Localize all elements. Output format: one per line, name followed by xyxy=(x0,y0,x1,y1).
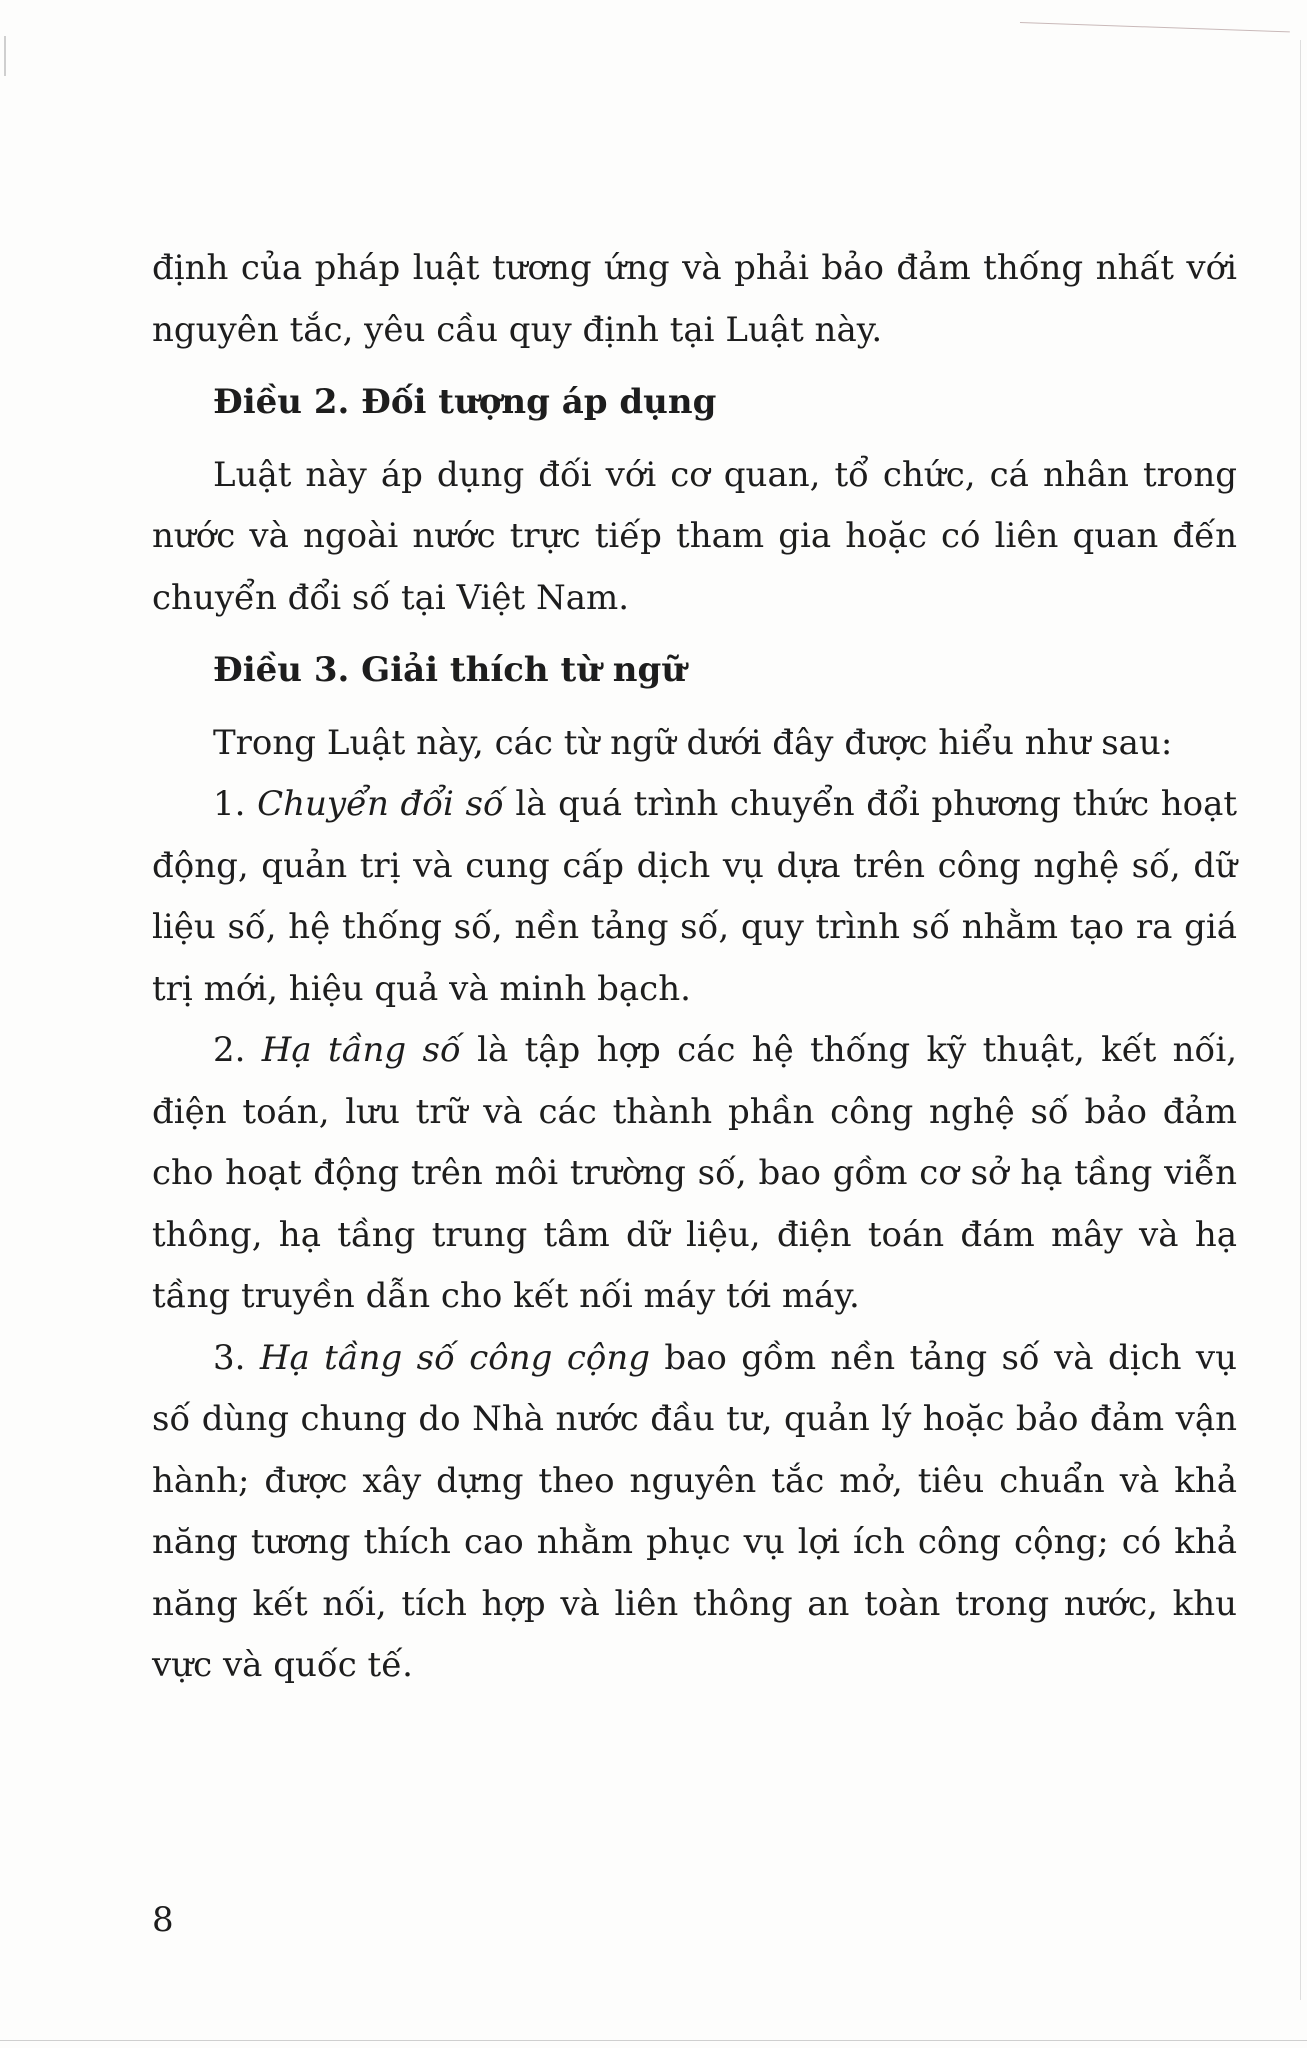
page-content xyxy=(152,238,1237,1697)
definition-text: là tập hợp các hệ thống kỹ thuật, kết nối, điện toán, lưu trữ và các thành phần công nghệ số bảo đảm cho hoạt động trên môi trường số, bao gồm cơ sở hạ tầng viễn thông, hạ tầng trung tâm dữ liệu, điện toán đám mây và hạ tầng truyền dẫn cho kết nối máy tới máy. xyxy=(152,1030,1237,1316)
definition-text: bao gồm nền tảng số và dịch vụ số dùng chung do Nhà nước đầu tư, quản lý hoặc bảo đảm vận hành; được xây dựng theo nguyên tắc mở, tiêu chuẩn và khả năng tương thích cao nhằm phục vụ lợi ích công cộng; có khả năng kết nối, tích hợp và liên thông an toàn trong nước, khu vực và quốc tế. xyxy=(152,1337,1237,1685)
definition-number: 3. xyxy=(213,1337,246,1378)
page-edge-left xyxy=(4,36,6,76)
definition-number: 2. xyxy=(213,1030,246,1070)
definition-item-2 xyxy=(152,1020,1237,1328)
article-3-intro: Trong Luật này, các từ ngữ dưới đây được hiểu như sau: xyxy=(213,722,1173,763)
definition-text: là quá trình chuyển đổi phương thức hoạt động, quản trị và cung cấp dịch vụ dựa trên công nghệ số, dữ liệu số, hệ thống số, nền tảng số, quy trình số nhằm tạo ra giá trị mới, hiệu quả và minh bạch. xyxy=(152,784,1238,1009)
definition-number: 1. xyxy=(213,784,246,824)
definition-item-1 xyxy=(152,774,1237,1020)
definition-term: Hạ tầng số xyxy=(261,1030,461,1070)
definition-item-3 xyxy=(152,1328,1237,1697)
page-number: 8 xyxy=(152,1900,174,1940)
page-edge-right xyxy=(1300,40,1301,2000)
article-3-heading: Điều 3. Giải thích từ ngữ xyxy=(213,650,686,690)
definition-term: Hạ tầng số công cộng xyxy=(259,1337,650,1378)
page-edge-bottom xyxy=(0,2040,1307,2041)
page-edge-top xyxy=(1020,22,1290,32)
continuation-paragraph: định của pháp luật tương ứng và phải bảo đảm thống nhất với nguyên tắc, yêu cầu quy định tại Luật này. xyxy=(152,248,1237,350)
article-2-heading: Điều 2. Đối tượng áp dụng xyxy=(213,382,717,422)
article-2-body: Luật này áp dụng đối với cơ quan, tổ chức, cá nhân trong nước và ngoài nước trực tiếp tham gia hoặc có liên quan đến chuyển đổi số tại Việt Nam. xyxy=(152,454,1237,618)
definition-term: Chuyển đổi số xyxy=(257,784,504,824)
